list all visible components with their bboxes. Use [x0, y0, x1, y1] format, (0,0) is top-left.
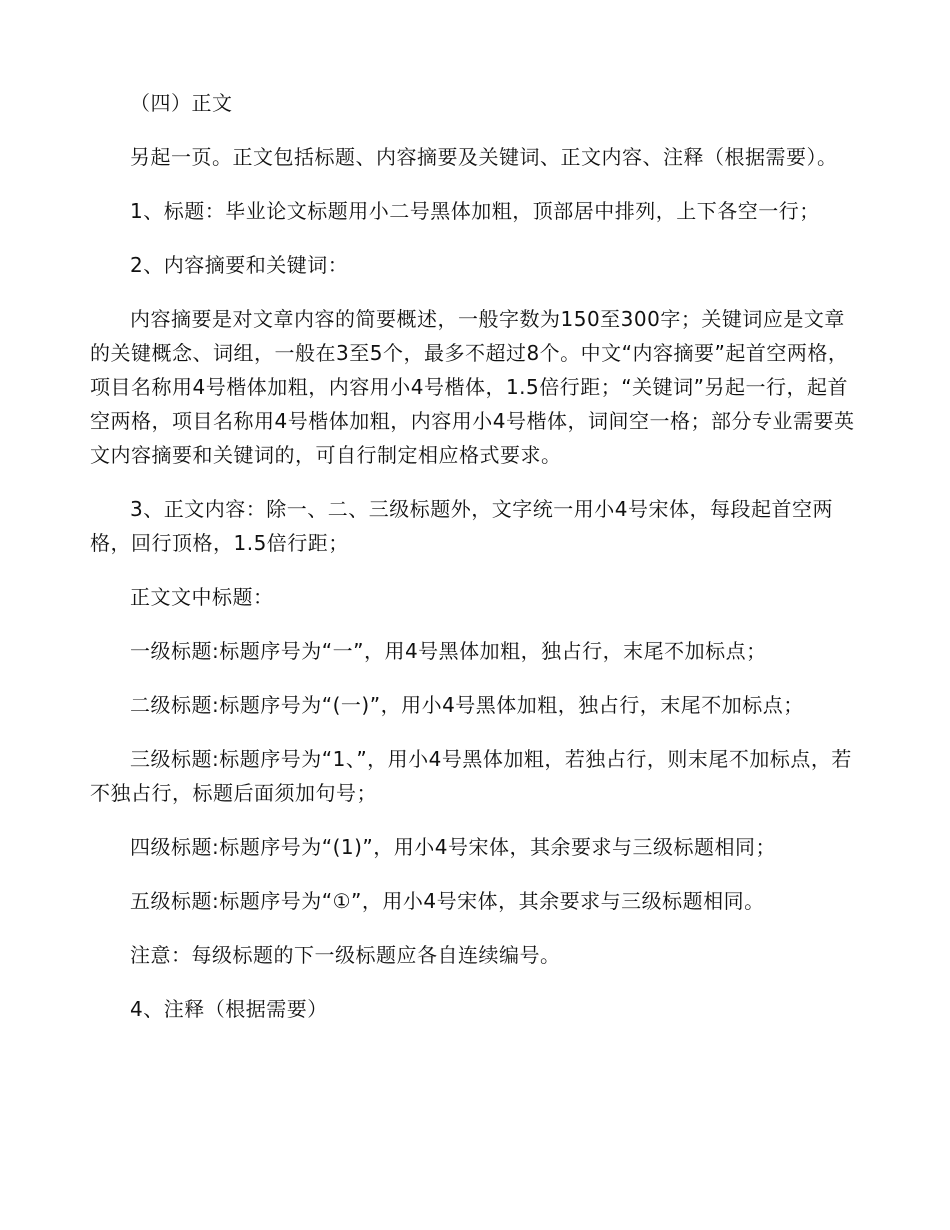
item-annotation-heading: 4、注释（根据需要）: [130, 997, 328, 1021]
level3-heading-rule: 三级标题:标题序号为“1、”，用小4号黑体加粗，若独占行，则末尾不加标点，若不独占行，标题后面须加句号；: [90, 747, 852, 805]
level5-heading-rule: 五级标题:标题序号为“①”，用小4号宋体，其余要求与三级标题相同。: [130, 889, 765, 913]
section-heading: （四）正文: [130, 91, 233, 115]
item-title-rule: 1、标题：毕业论文标题用小二号黑体加粗，顶部居中排列，上下各空一行；: [130, 199, 820, 223]
intro-paragraph: 另起一页。正文包括标题、内容摘要及关键词、正文内容、注释（根据需要）。: [130, 145, 838, 169]
level1-heading-rule: 一级标题:标题序号为“一”，用4号黑体加粗，独占行，末尾不加标点；: [130, 639, 767, 663]
item-abstract-heading: 2、内容摘要和关键词：: [130, 253, 349, 277]
level4-heading-rule: 四级标题:标题序号为“(1)”，用小4号宋体，其余要求与三级标题相同；: [130, 835, 777, 859]
level2-heading-rule: 二级标题:标题序号为“(一)”，用小4号黑体加粗，独占行，末尾不加标点；: [130, 693, 804, 717]
abstract-rules-paragraph: 内容摘要是对文章内容的简要概述，一般字数为150至300字；关键词应是文章的关键概念、词组，一般在3至5个，最多不超过8个。中文“内容摘要”起首空两格，项目名称用4号楷体加粗，内容用小4号楷体，1.5倍行距；“关键词”另起一行，起首空两格，项目名称用4号楷体加粗，内容用小4号楷体，词间空一格；部分专业需要英文内容摘要和关键词的，可自行制定相应格式要求。: [90, 307, 855, 467]
numbering-note: 注意：每级标题的下一级标题应各自连续编号。: [130, 943, 561, 967]
item-body-content-rule: 3、正文内容：除一、二、三级标题外，文字统一用小4号宋体，每段起首空两格，回行顶格，1.5倍行距；: [90, 497, 833, 555]
body-headings-intro: 正文文中标题：: [130, 585, 274, 609]
document-body: [90, 86, 862, 1046]
